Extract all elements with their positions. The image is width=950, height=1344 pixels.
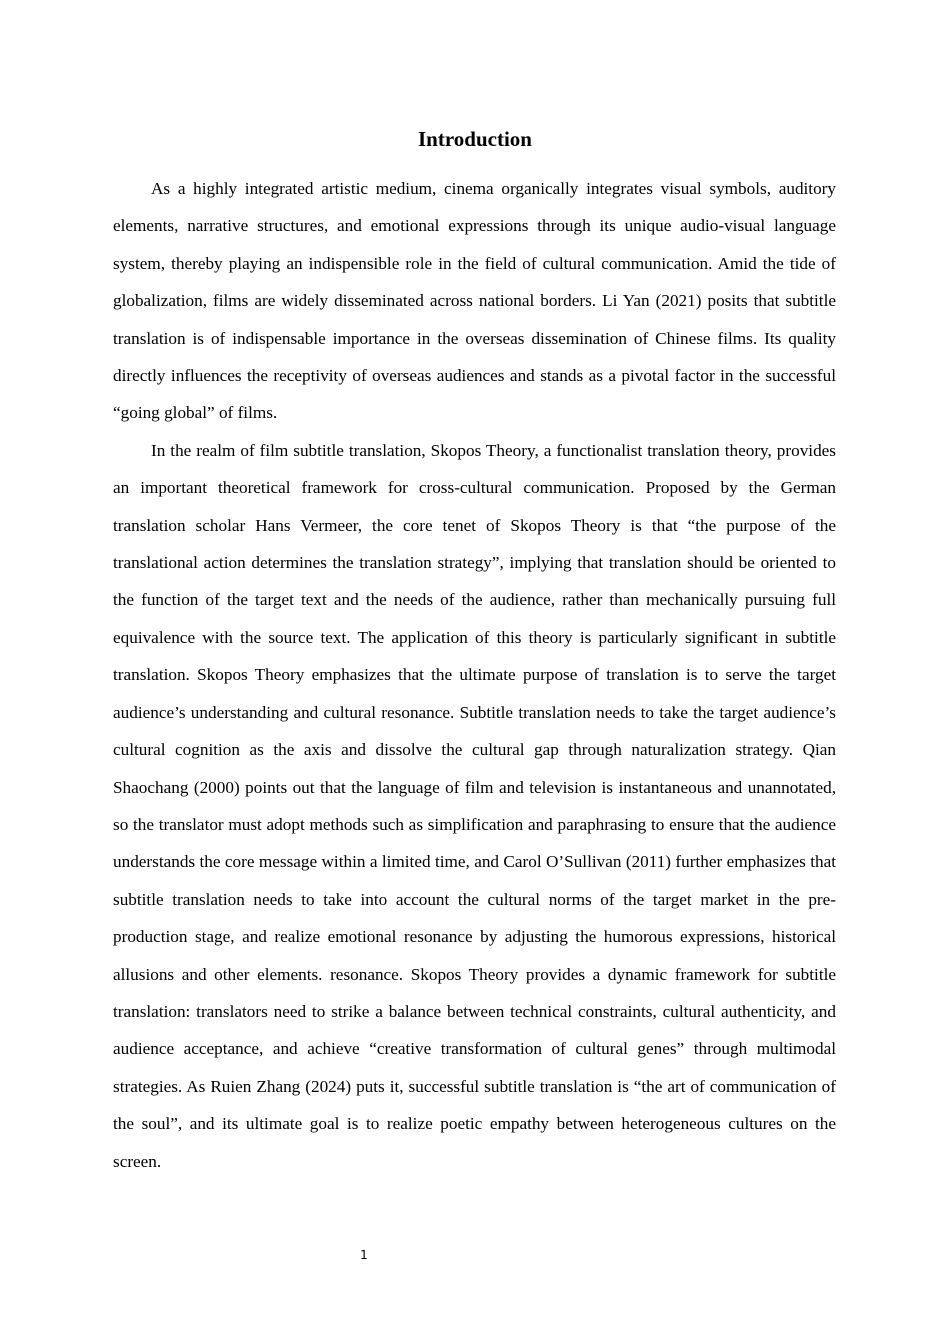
page-title: Introduction: [418, 127, 532, 151]
page-number: 1: [360, 1248, 368, 1262]
paragraph-2: In the realm of film subtitle translation, Skopos Theory, a functionalist translation theory, provides an important theoretical framework for cross-cultural communication. Proposed by the German translation scholar Hans Vermeer, the core tenet of Skopos Theory is that “the purpose of the translational action determines the translation strategy”, implying that translation should be oriented to the function of the target text and the needs of the audience, rather than mechanically pursuing full equivalence with the source text. The application of this theory is particularly significant in subtitle translation. Skopos Theory emphasizes that the ultimate purpose of translation is to serve the target audience’s understanding and cultural resonance. Subtitle translation needs to take the target audience’s cultural cognition as the axis and dissolve the cultural gap through naturalization strategy. Qian Shaochang (2000) points out that the language of film and television is instantaneous and unannotated, so the translator must adopt methods such as simplification and paraphrasing to ensure that the audience understands the core message within a limited time, and Carol O’Sullivan (2011) further emphasizes that subtitle translation needs to take into account the cultural norms of the target market in the pre-production stage, and realize emotional resonance by adjusting the humorous expressions, historical allusions and other elements. resonance. Skopos Theory provides a dynamic framework for subtitle translation: translators need to strike a balance between technical constraints, cultural authenticity, and audience acceptance, and achieve “creative transformation of cultural genes” through multimodal strategies. As Ruien Zhang (2024) puts it, successful subtitle translation is “the art of communication of the soul”, and its ultimate goal is to realize poetic empathy between heterogeneous cultures on the screen.: [113, 440, 836, 1171]
body-text: [113, 170, 836, 1180]
paragraph-1: As a highly integrated artistic medium, cinema organically integrates visual symbols, auditory elements, narrative structures, and emotional expressions through its unique audio-visual language system, thereby playing an indispensible role in the field of cultural communication. Amid the tide of globalization, films are widely disseminated across national borders. Li Yan (2021) posits that subtitle translation is of indispensable importance in the overseas dissemination of Chinese films. Its quality directly influences the receptivity of overseas audiences and stands as a pivotal factor in the successful “going global” of films.: [113, 179, 836, 423]
